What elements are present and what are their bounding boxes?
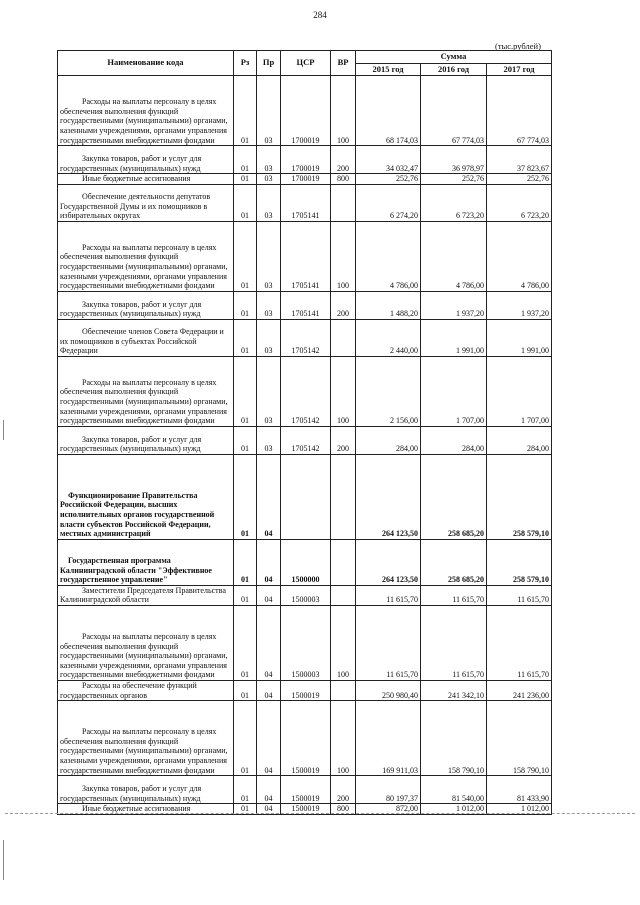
row-vr: [331, 539, 356, 585]
row-amount-2016: 11 615,70: [421, 585, 487, 605]
table-row: [58, 585, 552, 605]
row-amount-2016: 1 991,00: [421, 319, 487, 356]
row-csr: 1700019: [281, 146, 331, 174]
row-amount-2016: 4 786,00: [421, 221, 487, 291]
row-amount-2016: 81 540,00: [421, 776, 487, 804]
row-rz: 01: [234, 291, 257, 319]
row-amount-2017: 81 433,90: [487, 776, 552, 804]
row-pr: 04: [257, 804, 281, 815]
row-vr: 100: [331, 605, 356, 680]
row-amount-2017: 1 937,20: [487, 291, 552, 319]
scan-mark: [3, 840, 4, 880]
row-csr: 1500000: [281, 539, 331, 585]
row-vr: 100: [331, 76, 356, 146]
table-row: [58, 146, 552, 174]
row-rz: 01: [234, 605, 257, 680]
row-amount-2015: 2 156,00: [356, 356, 421, 426]
row-rz: 01: [234, 356, 257, 426]
row-vr: [331, 319, 356, 356]
row-rz: 01: [234, 454, 257, 539]
row-pr: 04: [257, 539, 281, 585]
row-amount-2015: 11 615,70: [356, 585, 421, 605]
row-name: Расходы на выплаты персоналу в целях обеспечения выполнения функций государственными (муниципальными) органами, казенными учреждениями, органами управления государственными внебюджетными фондами: [58, 356, 234, 426]
row-pr: 03: [257, 76, 281, 146]
row-name: Функционирование Правительства Российской Федерации, высших исполнительных органов государственной власти субъектов Российской Федерации, местных администраций: [58, 454, 234, 539]
row-amount-2015: 6 274,20: [356, 184, 421, 221]
row-amount-2016: 1 707,00: [421, 356, 487, 426]
row-vr: [331, 454, 356, 539]
row-name: Расходы на выплаты персоналу в целях обеспечения выполнения функций государственными (муниципальными) органами, казенными учреждениями, органами управления государственными внебюджетными фондами: [58, 605, 234, 680]
table-row: [58, 701, 552, 776]
row-amount-2017: 37 823,67: [487, 146, 552, 174]
row-vr: 200: [331, 426, 356, 454]
row-amount-2016: 1 012,00: [421, 804, 487, 815]
row-amount-2015: 1 488,20: [356, 291, 421, 319]
row-csr: 1705141: [281, 291, 331, 319]
row-name: Заместители Председателя Правительства Калининградской области: [58, 585, 234, 605]
table-row: [58, 539, 552, 585]
row-amount-2017: 1 707,00: [487, 356, 552, 426]
row-vr: [331, 585, 356, 605]
row-rz: 01: [234, 174, 257, 185]
row-vr: 100: [331, 701, 356, 776]
row-amount-2015: 169 911,03: [356, 701, 421, 776]
row-vr: 200: [331, 291, 356, 319]
row-amount-2015: 284,00: [356, 426, 421, 454]
row-vr: 200: [331, 776, 356, 804]
table-row: [58, 291, 552, 319]
row-pr: 04: [257, 701, 281, 776]
row-amount-2015: 68 174,03: [356, 76, 421, 146]
header-name: Наименование кода: [58, 51, 234, 76]
row-name: Закупка товаров, работ и услуг для государственных (муниципальных) нужд: [58, 146, 234, 174]
scan-mark: [3, 420, 4, 440]
row-rz: 01: [234, 184, 257, 221]
row-amount-2016: 11 615,70: [421, 605, 487, 680]
table-row: [58, 221, 552, 291]
row-amount-2016: 1 937,20: [421, 291, 487, 319]
row-csr: 1500019: [281, 804, 331, 815]
units-label: (тыс.рублей): [495, 41, 541, 51]
row-amount-2016: 158 790,10: [421, 701, 487, 776]
row-amount-2015: 34 032,47: [356, 146, 421, 174]
row-vr: 100: [331, 356, 356, 426]
row-vr: [331, 680, 356, 700]
row-amount-2017: 258 579,10: [487, 539, 552, 585]
row-rz: 01: [234, 539, 257, 585]
row-name: Расходы на выплаты персоналу в целях обеспечения выполнения функций государственными (муниципальными) органами, казенными учреждениями, органами управления государственными внебюджетными фондами: [58, 701, 234, 776]
budget-table: [57, 50, 552, 815]
row-pr: 03: [257, 221, 281, 291]
row-name: Иные бюджетные ассигнования: [58, 804, 234, 815]
row-pr: 04: [257, 680, 281, 700]
row-rz: 01: [234, 76, 257, 146]
row-csr: 1500003: [281, 585, 331, 605]
row-name: Расходы на обеспечение функций государственных органов: [58, 680, 234, 700]
row-pr: 03: [257, 184, 281, 221]
row-name: Иные бюджетные ассигнования: [58, 174, 234, 185]
row-csr: [281, 454, 331, 539]
row-vr: 200: [331, 146, 356, 174]
row-csr: 1700019: [281, 174, 331, 185]
row-amount-2015: 11 615,70: [356, 605, 421, 680]
row-amount-2015: 4 786,00: [356, 221, 421, 291]
table-row: [58, 174, 552, 185]
row-pr: 04: [257, 585, 281, 605]
table-row: [58, 356, 552, 426]
row-amount-2015: 872,00: [356, 804, 421, 815]
header-rz: Рз: [234, 51, 257, 76]
row-csr: 1500019: [281, 776, 331, 804]
row-amount-2016: 258 685,20: [421, 539, 487, 585]
row-amount-2016: 252,76: [421, 174, 487, 185]
row-amount-2016: 67 774,03: [421, 76, 487, 146]
row-vr: 800: [331, 804, 356, 815]
row-pr: 03: [257, 319, 281, 356]
row-vr: 800: [331, 174, 356, 185]
row-rz: 01: [234, 776, 257, 804]
row-pr: 04: [257, 776, 281, 804]
row-name: Обеспечение деятельности депутатов Государственной Думы и их помощников в избирательных округах: [58, 184, 234, 221]
table-row: [58, 76, 552, 146]
row-amount-2017: 1 991,00: [487, 319, 552, 356]
row-amount-2017: 241 236,00: [487, 680, 552, 700]
header-vr: ВР: [331, 51, 356, 76]
header-year-2016: 2016 год: [421, 63, 487, 76]
row-csr: 1500019: [281, 701, 331, 776]
row-pr: 03: [257, 146, 281, 174]
row-pr: 03: [257, 426, 281, 454]
row-pr: 03: [257, 291, 281, 319]
table-row: [58, 184, 552, 221]
row-rz: 01: [234, 426, 257, 454]
row-rz: 01: [234, 146, 257, 174]
row-rz: 01: [234, 585, 257, 605]
row-amount-2015: 80 197,37: [356, 776, 421, 804]
row-amount-2017: 11 615,70: [487, 605, 552, 680]
table-row: [58, 454, 552, 539]
row-amount-2016: 284,00: [421, 426, 487, 454]
page-number: 284: [313, 10, 327, 20]
table-row: [58, 605, 552, 680]
row-pr: 03: [257, 356, 281, 426]
row-name: Расходы на выплаты персоналу в целях обеспечения выполнения функций государственными (муниципальными) органами, казенными учреждениями, органами управления государственными внебюджетными фондами: [58, 76, 234, 146]
row-amount-2015: 250 980,40: [356, 680, 421, 700]
row-amount-2016: 258 685,20: [421, 454, 487, 539]
header-pr: Пр: [257, 51, 281, 76]
row-csr: 1500019: [281, 680, 331, 700]
row-amount-2017: 67 774,03: [487, 76, 552, 146]
row-amount-2017: 284,00: [487, 426, 552, 454]
row-csr: 1705141: [281, 221, 331, 291]
row-name: Расходы на выплаты персоналу в целях обеспечения выполнения функций государственными (муниципальными) органами, казенными учреждениями, органами управления государственными внебюджетными фондами: [58, 221, 234, 291]
row-amount-2016: 241 342,10: [421, 680, 487, 700]
row-name: Обеспечение членов Совета Федерации и их помощников в субъектах Российской Федерации: [58, 319, 234, 356]
row-amount-2015: 252,76: [356, 174, 421, 185]
row-name: Закупка товаров, работ и услуг для государственных (муниципальных) нужд: [58, 291, 234, 319]
row-amount-2017: 6 723,20: [487, 184, 552, 221]
row-rz: 01: [234, 804, 257, 815]
row-rz: 01: [234, 319, 257, 356]
row-rz: 01: [234, 680, 257, 700]
row-amount-2017: 11 615,70: [487, 585, 552, 605]
row-amount-2015: 264 123,50: [356, 539, 421, 585]
row-csr: 1700019: [281, 76, 331, 146]
row-amount-2017: 4 786,00: [487, 221, 552, 291]
row-vr: 100: [331, 221, 356, 291]
row-vr: [331, 184, 356, 221]
row-amount-2016: 36 978,97: [421, 146, 487, 174]
row-amount-2015: 264 123,50: [356, 454, 421, 539]
row-pr: 04: [257, 454, 281, 539]
header-sum: Сумма: [356, 51, 552, 64]
row-amount-2016: 6 723,20: [421, 184, 487, 221]
page-edge-line: [5, 813, 635, 814]
row-csr: 1500003: [281, 605, 331, 680]
row-rz: 01: [234, 221, 257, 291]
header-csr: ЦСР: [281, 51, 331, 76]
row-name: Государственная программа Калининградской области "Эффективное государственное управление": [58, 539, 234, 585]
table-row: [58, 426, 552, 454]
row-pr: 03: [257, 174, 281, 185]
row-rz: 01: [234, 701, 257, 776]
row-amount-2015: 2 440,00: [356, 319, 421, 356]
table-row: [58, 776, 552, 804]
row-amount-2017: 158 790,10: [487, 701, 552, 776]
row-csr: 1705142: [281, 356, 331, 426]
row-amount-2017: 252,76: [487, 174, 552, 185]
row-pr: 04: [257, 605, 281, 680]
header-year-2015: 2015 год: [356, 63, 421, 76]
table-row: [58, 319, 552, 356]
row-csr: 1705141: [281, 184, 331, 221]
header-year-2017: 2017 год: [487, 63, 552, 76]
row-name: Закупка товаров, работ и услуг для государственных (муниципальных) нужд: [58, 426, 234, 454]
row-csr: 1705142: [281, 319, 331, 356]
row-amount-2017: 258 579,10: [487, 454, 552, 539]
row-csr: 1705142: [281, 426, 331, 454]
table-row: [58, 680, 552, 700]
row-name: Закупка товаров, работ и услуг для государственных (муниципальных) нужд: [58, 776, 234, 804]
row-amount-2017: 1 012,00: [487, 804, 552, 815]
